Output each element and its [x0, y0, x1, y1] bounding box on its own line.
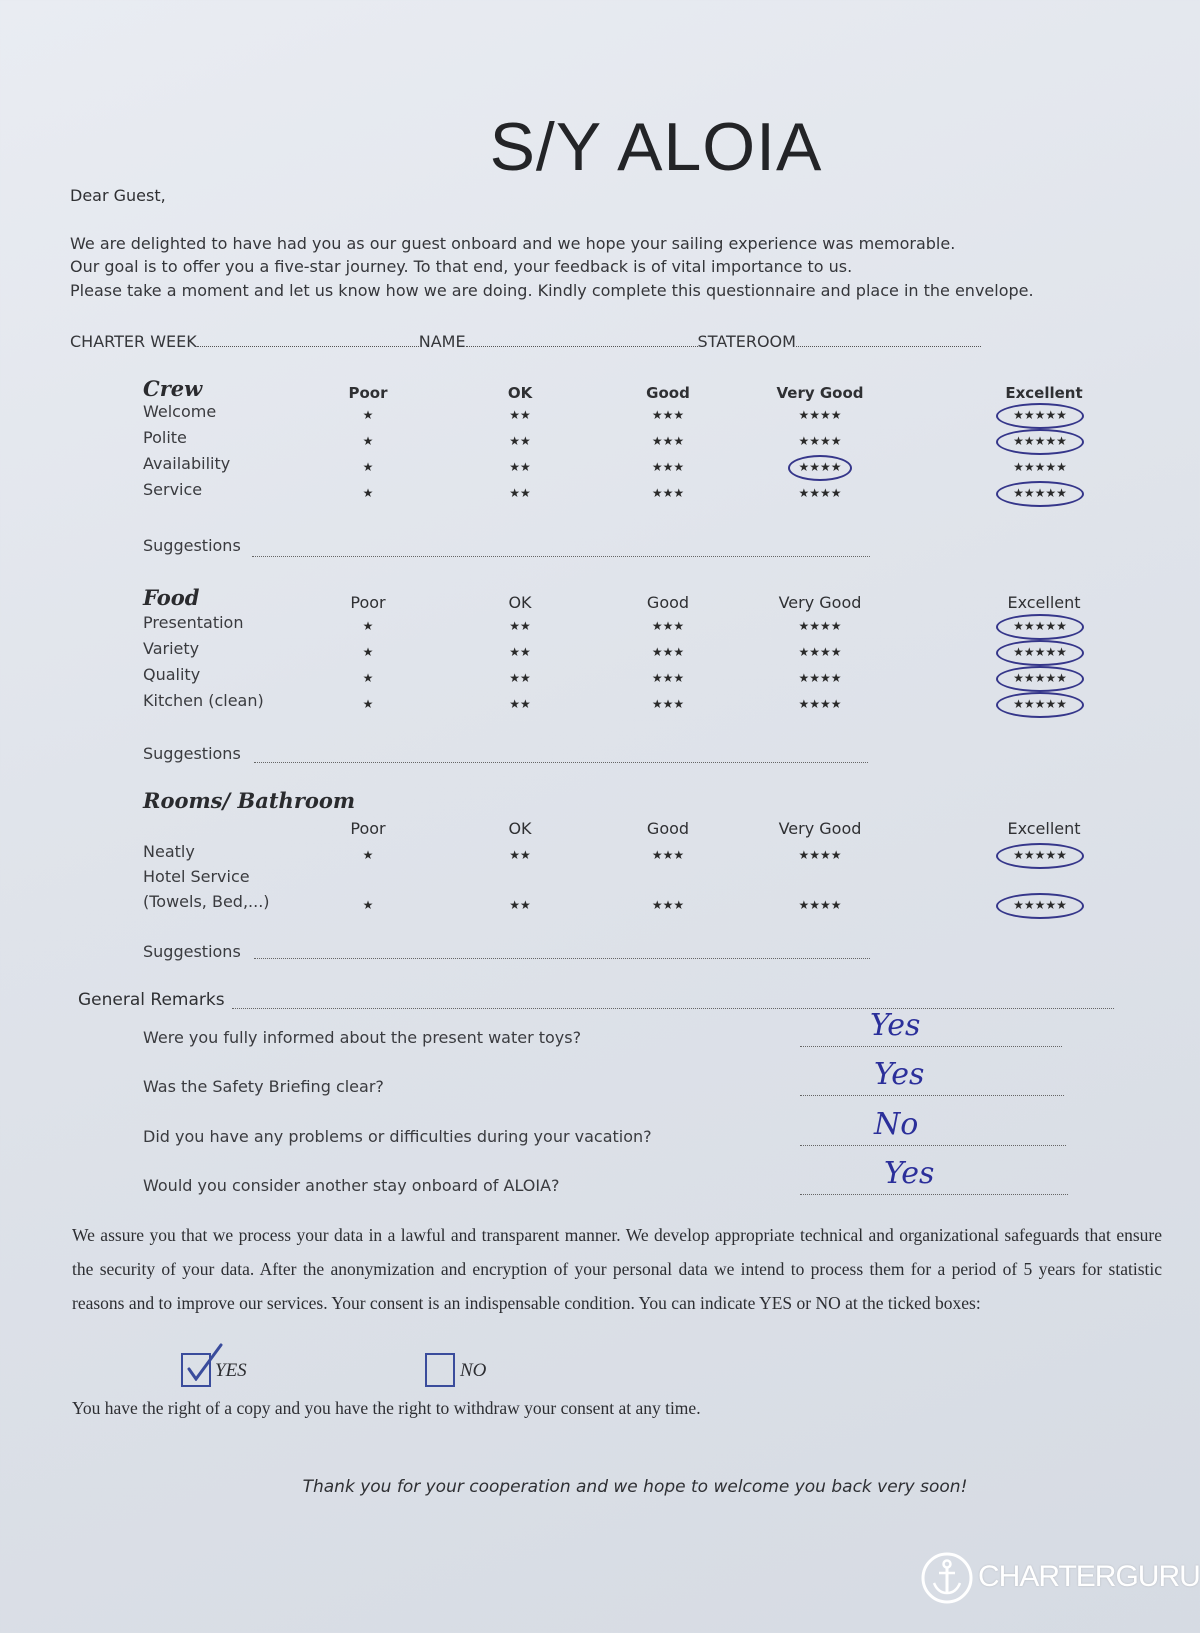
consent-no-checkbox[interactable]	[425, 1353, 455, 1387]
column-header: Poor	[348, 384, 388, 402]
rating-row-label: Presentation	[143, 613, 244, 632]
question-text: Were you fully informed about the present water toys?	[143, 1028, 582, 1047]
rating-option-stars[interactable]: ★	[362, 408, 374, 422]
rights-text: You have the right of a copy and you have the right to withdraw your consent at any time.	[72, 1398, 701, 1418]
rating-option-stars[interactable]: ★★★★★	[1013, 697, 1067, 711]
rating-option-stars[interactable]: ★★	[509, 671, 531, 685]
intro-line-3: Please take a moment and let us know how we are doing. Kindly complete this questionnaire and place in the envelope.	[70, 281, 1034, 300]
rating-option-stars[interactable]: ★★★	[651, 619, 685, 633]
rating-option-stars[interactable]: ★★★	[651, 671, 685, 685]
rating-option-stars[interactable]: ★★★★★	[1013, 486, 1067, 500]
column-header: Good	[646, 819, 690, 838]
rating-option-stars[interactable]: ★	[362, 434, 374, 448]
rating-option-stars[interactable]: ★★★★★	[1013, 460, 1067, 474]
selection-circle	[996, 403, 1084, 429]
rating-option-stars[interactable]: ★★★★★	[1013, 408, 1067, 422]
rating-row-label: Neatly	[143, 842, 195, 861]
column-header: Poor	[350, 819, 386, 838]
rating-option-stars[interactable]: ★	[362, 671, 374, 685]
rating-option-stars[interactable]: ★	[362, 460, 374, 474]
rating-option-stars[interactable]: ★★★	[651, 697, 685, 711]
header-fields	[70, 332, 981, 351]
rating-row-label: Kitchen (clean)	[143, 691, 264, 710]
rating-option-stars[interactable]: ★	[362, 619, 374, 633]
rating-option-stars[interactable]: ★★★★	[798, 619, 842, 633]
column-header: Very Good	[776, 384, 864, 402]
handwritten-answer: Yes	[870, 1008, 921, 1043]
rating-option-stars[interactable]: ★★	[509, 619, 531, 633]
rating-option-stars[interactable]: ★★	[509, 486, 531, 500]
general-remarks-field[interactable]	[232, 1008, 1114, 1009]
rating-option-stars[interactable]: ★★★	[651, 486, 685, 500]
rating-option-stars[interactable]: ★	[362, 697, 374, 711]
suggestions-label: Suggestions	[143, 744, 241, 763]
rating-option-stars[interactable]: ★★★★★	[1013, 671, 1067, 685]
answer-field[interactable]	[800, 1095, 1064, 1096]
rating-option-stars[interactable]: ★★★★	[798, 486, 842, 500]
rating-option-stars[interactable]: ★★	[509, 434, 531, 448]
rating-row-label: Welcome	[143, 402, 217, 421]
handwritten-answer: Yes	[874, 1057, 925, 1092]
selection-circle	[996, 481, 1084, 507]
rating-row-label: Hotel Service	[143, 867, 250, 886]
rating-option-stars[interactable]: ★★★★★	[1013, 619, 1067, 633]
rating-option-stars[interactable]: ★★★★	[798, 848, 842, 862]
column-header: OK	[508, 593, 532, 612]
rating-row-label: Service	[143, 480, 203, 499]
rating-option-stars[interactable]: ★★★★★	[1013, 434, 1067, 448]
rating-option-stars[interactable]: ★★	[509, 460, 531, 474]
selection-circle	[788, 455, 852, 481]
column-header: Excellent	[1007, 819, 1081, 838]
rating-option-stars[interactable]: ★★★★	[798, 898, 842, 912]
rating-row-label: Variety	[143, 639, 200, 658]
column-header: Excellent	[1005, 384, 1083, 402]
intro-line-1: We are delighted to have had you as our guest onboard and we hope your sailing experience was memorable.	[70, 234, 956, 253]
consent-yes-label: YES	[215, 1360, 247, 1381]
rating-option-stars[interactable]: ★★★★★	[1013, 645, 1067, 659]
column-header: OK	[507, 384, 533, 402]
rating-option-stars[interactable]: ★★★★	[798, 645, 842, 659]
stateroom-field[interactable]	[796, 334, 981, 347]
rating-option-stars[interactable]: ★★★	[651, 645, 685, 659]
rating-option-stars[interactable]: ★★★★	[798, 671, 842, 685]
rating-option-stars[interactable]: ★★★★	[798, 434, 842, 448]
watermark-logo-text: CHARTERGURU	[978, 1560, 1200, 1593]
intro-line-2: Our goal is to offer you a five-star journey. To that end, your feedback is of vital importance to us.	[70, 257, 853, 276]
column-header: Good	[646, 384, 690, 402]
rating-option-stars[interactable]: ★	[362, 898, 374, 912]
answer-field[interactable]	[800, 1046, 1062, 1047]
answer-field[interactable]	[800, 1145, 1066, 1146]
rating-option-stars[interactable]: ★★	[509, 645, 531, 659]
selection-circle	[996, 843, 1084, 869]
rating-option-stars[interactable]: ★★★	[651, 898, 685, 912]
rating-option-stars[interactable]: ★★★	[651, 460, 685, 474]
rating-option-stars[interactable]: ★	[362, 486, 374, 500]
stateroom-label: STATEROOM	[697, 332, 796, 351]
rating-row-label: Quality	[143, 665, 201, 684]
column-header: OK	[508, 819, 532, 838]
selection-circle	[996, 614, 1084, 640]
rating-option-stars[interactable]: ★★★	[651, 434, 685, 448]
consent-no-label: NO	[460, 1360, 487, 1381]
question-text: Did you have any problems or difficulties during your vacation?	[143, 1127, 652, 1146]
rating-option-stars[interactable]: ★★★★	[798, 460, 842, 474]
greeting: Dear Guest,	[70, 186, 166, 205]
selection-circle	[996, 640, 1084, 666]
rating-option-stars[interactable]: ★	[362, 645, 374, 659]
column-header: Very Good	[778, 819, 862, 838]
rating-option-stars[interactable]: ★★	[509, 408, 531, 422]
charter-week-field[interactable]	[197, 334, 419, 347]
suggestions-label: Suggestions	[143, 536, 241, 555]
rating-option-stars[interactable]: ★★★	[651, 408, 685, 422]
suggestions-label: Suggestions	[143, 942, 241, 961]
answer-field[interactable]	[800, 1194, 1068, 1195]
section-title-2: Food	[143, 585, 200, 610]
rating-option-stars[interactable]: ★★★★	[798, 408, 842, 422]
rating-option-stars[interactable]: ★★★	[651, 848, 685, 862]
selection-circle	[996, 692, 1084, 718]
rating-option-stars[interactable]: ★★	[509, 697, 531, 711]
form-title: S/Y ALOIA	[489, 109, 823, 185]
rating-option-stars[interactable]: ★	[362, 848, 374, 862]
general-remarks-label: General Remarks	[78, 990, 225, 1010]
privacy-text: We assure you that we process your data in a lawful and transparent manner. We develop appropriate technical and organizational safeguards that ensure the security of your data. After the anonymization and encryption of your personal data we intend to process them for a period of 5 years for statistic reasons and to improve our services. Your consent is an indispensable condition. You can indicate YES or NO at the ticked boxes:	[72, 1225, 1162, 1313]
suggestions-field[interactable]	[254, 958, 870, 959]
selection-circle	[996, 893, 1084, 919]
rating-row-label: (Towels, Bed,...)	[143, 892, 270, 911]
suggestions-field[interactable]	[254, 762, 868, 763]
rating-row-label: Polite	[143, 428, 187, 447]
selection-circle	[996, 666, 1084, 692]
suggestions-field[interactable]	[252, 556, 870, 557]
question-text: Would you consider another stay onboard of ALOIA?	[143, 1176, 560, 1195]
consent-yes-checkbox[interactable]	[181, 1353, 211, 1387]
rating-option-stars[interactable]: ★★	[509, 898, 531, 912]
thanks-message: Thank you for your cooperation and we hope to welcome you back very soon!	[302, 1477, 968, 1497]
name-field[interactable]	[466, 334, 698, 347]
handwritten-answer: No	[874, 1107, 919, 1142]
selection-circle	[996, 429, 1084, 455]
column-header: Poor	[350, 593, 386, 612]
rating-option-stars[interactable]: ★★★★★	[1013, 848, 1067, 862]
rating-option-stars[interactable]: ★★★★	[798, 697, 842, 711]
charter-week-label: CHARTER WEEK	[70, 332, 197, 351]
rating-option-stars[interactable]: ★★	[509, 848, 531, 862]
question-text: Was the Safety Briefing clear?	[143, 1077, 384, 1096]
column-header: Very Good	[778, 593, 862, 612]
handwritten-answer: Yes	[884, 1156, 935, 1191]
section-title-3: Rooms/ Bathroom	[143, 788, 356, 813]
column-header: Excellent	[1007, 593, 1081, 612]
column-header: Good	[646, 593, 690, 612]
section-title-1: Crew	[143, 376, 203, 401]
rating-row-label: Availability	[143, 454, 231, 473]
rating-option-stars[interactable]: ★★★★★	[1013, 898, 1067, 912]
anchor-logo-icon	[920, 1551, 974, 1609]
name-label: NAME	[418, 332, 466, 351]
